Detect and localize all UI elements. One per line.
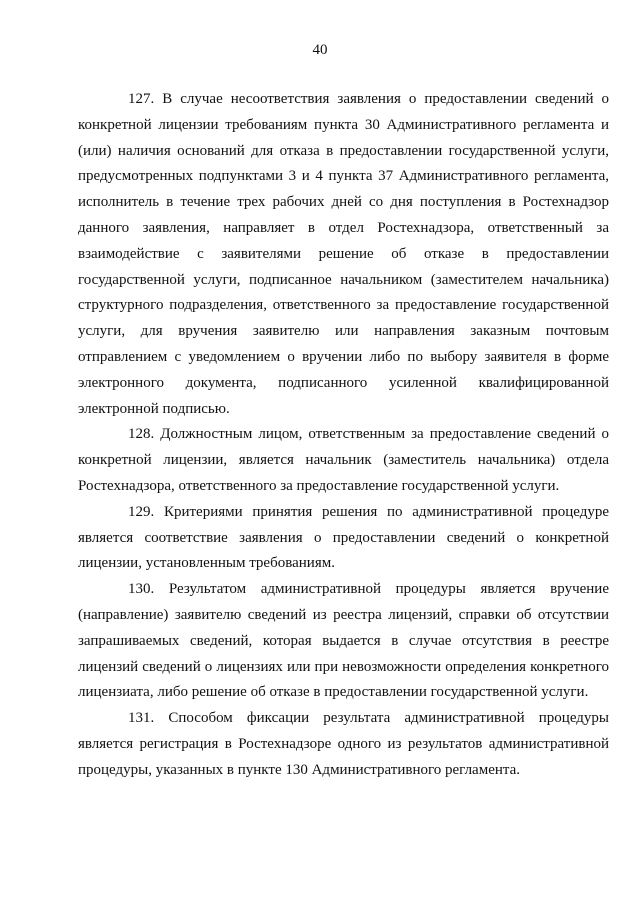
paragraph-131: 131. Способом фиксации результата административной процедуры является регистрация в Ростехнадзоре одного из результатов административной процедуры, указанных в пункте 130 Административного регламента.: [78, 710, 609, 778]
paragraph-128: 128. Должностным лицом, ответственным за предоставление сведений о конкретной лицензии, является начальник (заместитель начальника) отдела Ростехнадзора, ответственного за предоставление государственной услуги.: [78, 426, 609, 494]
page-number: 40: [312, 42, 328, 58]
paragraph-127: 127. В случае несоответствия заявления о предоставлении сведений о конкретной лицензии требованиям пункта 30 Административного регламента и (или) наличия оснований для отказа в предоставлении государственной услуги, предусмотренных подпунктами 3 и 4 пункта 37 Административного регламента, исполнитель в течение трех рабочих дней со дня поступления в Ростехнадзор данного заявления, направляет в отдел Ростехнадзора, ответственный за взаимодействие с заявителями решение об отказе в предоставлении государственной услуги, подписанное начальником (заместителем начальника) структурного подразделения, ответственного за предоставление государственной услуги, для вручения заявителю или направления заказным почтовым отправлением с уведомлением о вручении либо по выбору заявителя в форме электронного документа, подписанного усиленной квалифицированной электронной подписью.: [78, 91, 609, 417]
document-body: [78, 87, 609, 784]
paragraph-129: 129. Критериями принятия решения по административной процедуре является соответствие заявления о предоставлении сведений о конкретной лицензии, установленным требованиям.: [78, 503, 609, 572]
paragraph-130: 130. Результатом административной процедуры является вручение (направление) заявителю сведений из реестра лицензий, справки об отсутствии запрашиваемых сведений, которая выдается в случае отсутствия в реестре лицензий сведений о лицензиях или при невозможности определения конкретного лицензиата, либо решение об отказе в предоставлении государственной услуги.: [78, 581, 609, 701]
